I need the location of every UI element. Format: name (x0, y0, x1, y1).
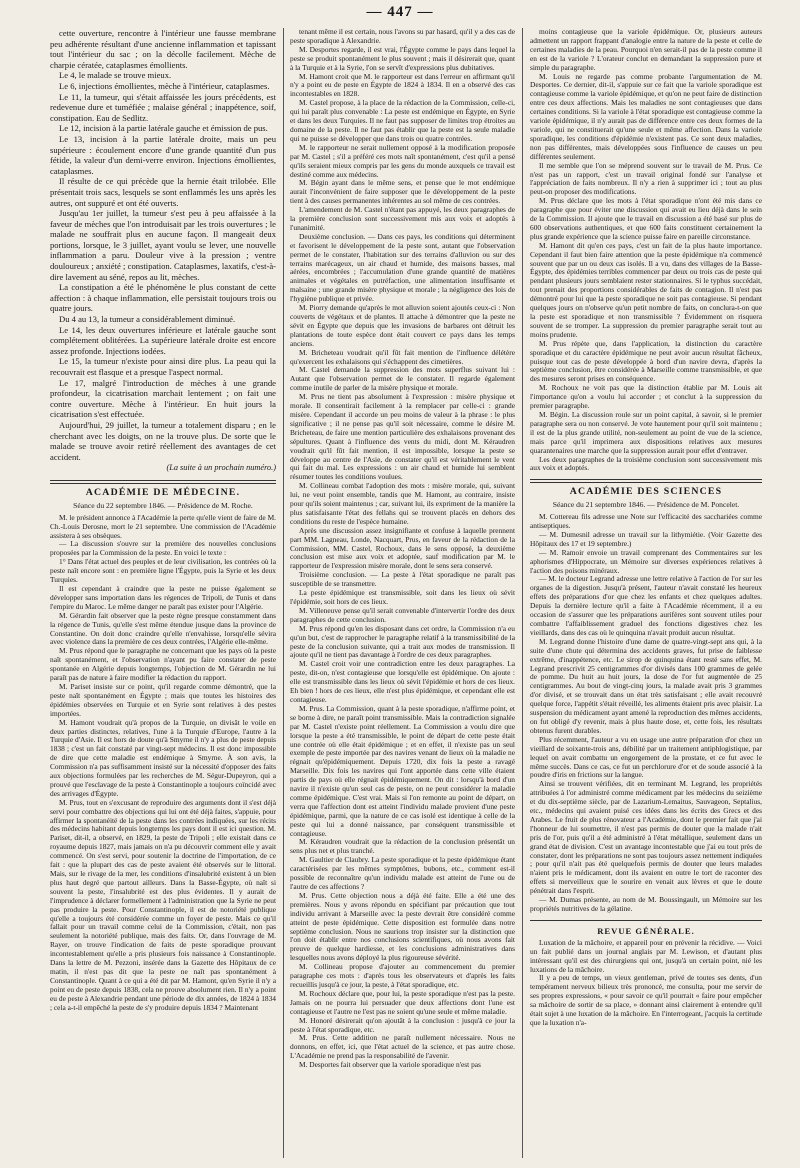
paragraph: Le 14, les deux ouvertures inférieure et latérale gauche sont complétement oblitérées. La supérieure latérale droite est encore assez profonde. Injections iodées. (50, 324, 276, 356)
section-title: REVUE GÉNÉRALE. (597, 925, 695, 936)
paragraph: M. Prus ne tient pas absolument à l'expression : misère physique et morale. Il consentirait facilement à la remplacer par celle-ci : grande misère. Cependant il accorde un peu moins de valeur à la phrase : le plus significative ; il ne pense pas qu'il soit nécessaire, comme le désire M. Bricheteau, de faire une mention particulière des exhalaisons provenant des sépultures. Quant à l'influence des vents du midi, dont M. Kéraudren voudrait qu'il fût fait mention, il est impossible, lorsque la peste se développe au centre de l'Asie, de constater qu'il est véritablement le vent qui fait du mal. Les expressions : un air chaud et humide lui semblent résumer toutes les conditions voulues. (290, 392, 515, 482)
paragraph: M. Prus déclare que les mots à l'état sporadique n'ont été mis dans ce paragraphe que pour éviter une discussion qui avait eu lieu déjà dans le sein de la Commission. Il ajoute que le travail en discussion a été basé sur plus de 600 observations authentiques, et que 600 faits constituent certainement la plus grande expérience que la science puisse faire en pareille circonstance. (530, 196, 762, 241)
paragraph: Ainsi se trouvent vérifiées, dit en terminant M. Legrand, les propriétés attribuées à l'or administré comme médicament par les médecins du seizième et du dix-septième siècle, par de Lazarium-Lemaitus, Sauvageon, Septalius, etc., médecins qui avaient puisé ces idées dans les écrits des Grecs et des Arabes. Le fruit de plus rénovateur a l'Académie, dont le premier fait que j'ai l'honneur de lui soumettre, il n'est pas permis de douter que la malade n'ait pris de l'or, puis qu'il a été administré à l'état métallique, seulement dans un grand état de division. C'est un avantage incontestable que j'ai eu tout près de constater, dont les préparations ne sont pas toujours assez nettement indiquées ; pour qu'il n'ait pas été quelquefois permis de douter que leurs malades n'aient pris le médicament, dont ils avaient en outre le tort de raconter des effets si merveilleux que le sourire en venait aux lèvres et que le doute pénétrait dans l'esprit. (530, 779, 762, 896)
paragraph: M. Rochoux déclare que, pour lui, la peste sporadique n'est pas la peste. Jamais on ne pourra lui persuader que deux affections dont l'une est contagieuse et l'autre ne l'est pas ne soient qu'une seule et même maladie. (290, 988, 515, 1016)
paragraph: M. Prus répète que, dans l'application, la distinction du caractère sporadique et du caractère épidémique ne peut avoir aucun résultat fâcheux, puisque tout cas de peste développée à bord d'un navire devra, d'après la septième conclusion, être considérée à Marseille comme transmissible, et que des mesures seront prises en conséquence. (530, 338, 762, 384)
to-be-continued-note: (La suite à un prochain numéro.) (166, 463, 276, 473)
column-divider-right (522, 28, 523, 1158)
section-divider (50, 483, 276, 484)
section-title: ACADÉMIE DES SCIENCES (569, 486, 723, 498)
paragraph: M. Prus répond que le paragraphe ne concernant que les pays où la peste naît spontanément, et l'observation n'ayant pu faire constater de peste spontanée en Algérie depuis longtemps, l'objection de M. Gérardin ne lui paraît pas de nature à faire modifier la rédaction du rapport. (50, 646, 276, 683)
paragraph: 1° Dans l'état actuel des peuples et de leur civilisation, les contrées où la peste naît encore sont : en première ligne l'Égypte, puis la Syrie et les deux Turquies. (50, 557, 276, 585)
paragraph: Aujourd'hui, 29 juillet, la tumeur a totalement disparu ; en le cherchant avec les doigts, on ne la trouve plus. De sorte que le malade se trouve avoir retiré réellement des avantages de cet accident. (50, 419, 276, 462)
paragraph: M. Castel croit voir une contradiction entre les deux paragraphes. La peste, dit-on, n'est contagieuse que lorsqu'elle est épidémique. On ajoute : elle est transmissible dans les lieux où sévit l'épidémie et hors de ces lieux. Eh bien ! hors de ces lieux, elle n'est plus épidémique, et cependant elle est contagieuse. (290, 659, 515, 704)
paragraph: M. Prus. Cette objection nous a déjà été faite. Elle a été une des premières. Nous y avons répondu en spécifiant par précaution que tout individu arrivant à Marseille avec la peste devrait être considéré comme atteint de peste épidémique. Cette disposition est formulée dans notre septième conclusion. Nous ne saurions trop insister sur la distinction que l'on doit établir entre nos conclusions scientifiques, où nous avons fait preuve de quelque hardiesse, et les conclusions administratives dans lesquelles nous avons déployé la plus rigoureuse sévérité. (290, 890, 515, 963)
paragraph: Luxation de la mâchoire, et appareil pour en prévenir la récidive. — Voici un fait publié dans un journal anglais par M. Lewison, et d'autant plus intéressant qu'il est des chirurgiens qui ont, jusqu'à un certain point, nié les luxations de la mâchoire. (530, 937, 762, 974)
paragraph: M. Bricheteau voudrait qu'il fût fait mention de l'influence délétère qu'exercent les exhalaisons qui s'échappent des cimetières. (290, 347, 515, 366)
paragraph: M. Bégin. La discussion roule sur un point capital, à savoir, si le premier paragraphe sera ou non conservé. Je vote hautement pour qu'il soit maintenu ; il est de la plus grande utilité, non-seulement au point de vue de la science, mais parce qu'il imprimera aux dispositions relatives aux mesures quarantenaires une marche que la suppression aurait pour effet d'entraver. (530, 409, 762, 455)
meeting-header: Séance du 22 septembre 1846. — Présidence de M. Roche. (73, 500, 253, 510)
paragraph: Du 4 au 13, la tumeur a considérablement diminué. (59, 314, 236, 325)
paragraph: M. Honoré désirerait qu'on ajoutât à la conclusion : jusqu'à ce jour la peste à l'état sporadique, etc. (290, 1015, 515, 1034)
paragraph: — M. Ramoir envoie un travail comprenant des Commentaires sur les aphorismes d'Hippocrate, un Mémoire sur diverses expériences relatives à l'action des poisons minéraux. (530, 547, 762, 575)
paragraph: — La discussion s'ouvre sur la première des nouvelles conclusions proposées par la Commission de la peste. En voici le texte : (50, 539, 276, 558)
paragraph: L'amendement de M. Castel n'étant pas appuyé, les deux paragraphes de la première conclusion sont successivement mis aux voix et adoptés à l'unanimité. (290, 205, 515, 232)
paragraph: M. Piorry demande qu'après le mot alluvion soient ajoutés ceux-ci : Non couverts de végétaux et de plantes. Il attache à démontrer que la peste ne sévit en Égypte que depuis que les invasions de barbares ont détruit les plantations de toute espèce dont était couvert ce pays dans les temps anciens. (290, 303, 515, 348)
section-divider (530, 920, 762, 921)
paragraph: Plus récemment, l'auteur a vu en usage une autre préparation d'or chez un vieillard de soixante-trois ans, débilité par un traitement antiphlogistique, par lequel on avait combattu un engorgement de la prostate, et ce fut avec le même succès. Dans ce cas, ce fut un perchlorure d'or et de soude associé à la poudre d'iris en frictions sur la langue. (530, 734, 762, 780)
paragraph: cette ouverture, rencontre à l'intérieur une fausse membrane peu adhérente résultant d'une ancienne inflammation et tapissant tout l'intérieur du sac ; on la décolle facilement. Mèche de charpie cératée, cataplasmes émollients. (50, 28, 276, 70)
column-divider-left (283, 28, 284, 1158)
paragraph: Le 12, incision à la partie latérale gauche et émission de pus. (59, 123, 268, 134)
section-title: ACADÉMIE DE MÉDECINE. (85, 486, 241, 498)
paragraph: M. le rapporteur ne serait nullement opposé à la modification proposée par M. Castel ; s'il a préféré ces mots naît spontanément, c'est qu'il a pensé qu'ils seraient mieux compris par les gens du monde auxquels ce travail est destiné comme aux médecins. (290, 142, 515, 179)
paragraph: M. Hamont dit qu'en ces pays, c'est un fait de la plus haute importance. Cependant il faut bien faire attention que la peste épidémique n'a commencé souvent que par un ou deux cas isolés. Il a vu, dans des villages de la Basse-Égypte, des épidémies terribles commencer par deux ou trois cas de peste qui pendant plusieurs jours semblaient rester stationnaires. Si le typhus succédait, tout prenait des proportions considérables de faits de contagion. Il n'est pas démontré pour lui que la peste sporadique ne soit pas contagieuse. Si pendant quelques jours on n'observe qu'un petit nombre de faits, on conclura-t-on que la peste est sporadique et non transmissible ? Évidemment on risquera souvent de se tromper. La suppression du premier paragraphe serait tout au moins prudente. (530, 240, 762, 339)
paragraph: M. Rochoux ne voit pas que la distinction établie par M. Louis ait l'importance qu'on a voulu lui accorder ; et conclut à la suppression du premier paragraphe. (530, 383, 762, 411)
paragraph: M. Collineau combat l'adoption des mots : misère morale, qui, suivant lui, ne veut point ensemble, tandis que M. Hamont, au contraire, insiste pour qu'ils soient maintenus ; car, suivant lui, ils expriment de la manière la plus satisfaisante l'état des fellahs qui se trouvent placés en dehors des conditions du reste de l'espèce humaine. (290, 481, 515, 526)
paragraph: M. Pariset insiste sur ce point, qu'il regarde comme démontré, que la peste naît spontanément en Égypte ; mais que toutes les histoires des épidémies observées en Turquie et en Syrie sont relatives à des pestes importées. (50, 681, 276, 718)
paragraph: M. Prus. La Commission, quant à la peste sporadique, n'affirme point, et se borne à dire, ne paraît point transmissible. Mais la contradiction signalée par M. Castel n'existe point réellement. La Commission a voulu dire que lorsque la peste a été transmissible, le point de départ de cette peste était une contrée où elle était épidémique ; et en effet, il n'existe pas un seul exemple de peste importée par des navires venant de lieux où la maladie ne régnait qu'épidémiquement. Depuis 1720, dix fois la peste a ravagé Marseille. Dix fois les navires qui l'ont apportée dans cette ville étaient partis de pays où elle régnait épidémiquement. On dit : lorsqu'à bord d'un navire il n'existe qu'un seul cas de peste, on ne peut considérer la maladie comme épidémique. C'est vrai. Mais si l'on remonte au point de départ, on verra que l'affection dont est atteint l'individu malade provient d'une peste épidémique, parmi, que la nature de ce cas isolé est identique à celle de la peste qui lui a donné naissance, par conséquent transmissible et contagieuse. (290, 703, 515, 838)
paragraph: M. Desportes fait observer que la variole sporadique n'est pas (299, 1060, 481, 1070)
column-middle (290, 28, 515, 1158)
paragraph: M. Louis ne regarde pas comme probante l'argumentation de M. Desportes. Ce dernier, dit-il, s'appuie sur ce fait que la variole sporadique est contagieuse comme la variole épidémique, et qu'on ne peut faire de distinction entre ces deux affections. Mais les maladies ne sont contagieuses que dans certaines conditions. Si la variole à l'état sporadique est contagieuse comme la variole épidémique, il n'y aurait pas de différence entre ces deux formes de la variole, qui ne constituerait qu'une seule et même affection. Dans la variole sporadique, les conditions d'épidémie n'existent pas. Ce sont deux maladies, non pas différentes, mais développées sous l'influence de causes un peu différentes seulement. (530, 71, 762, 161)
meeting-header: Séance du 21 septembre 1846. — Présidence de M. Poncelet. (552, 500, 740, 510)
page-number: — 447 — (366, 4, 434, 20)
paragraph: Il me semble que l'on se méprend souvent sur le travail de M. Prus. Ce n'est pas un rapport, c'est un travail original fondé sur l'analyse et l'appréciation de faits nombreux. Il n'y a rien à supprimer ici ; tout au plus peut-on proposer des modifications. (530, 160, 762, 197)
paragraph: Il est cependant à craindre que la peste ne puisse également se développer sans importation dans les régences de Tripoli, de Tunis et dans l'empire du Maroc. Le même danger ne paraît pas exister pour l'Algérie. (50, 584, 276, 611)
paragraph: La peste épidémique est transmissible, soit dans les lieux où sévit l'épidémie, soit hors de ces lieux. (290, 588, 515, 606)
paragraph: Le 13, incision à la partie latérale droite, mais un peu supérieure : écoulement encore d'une grande quantité d'un pus fétide, la valeur d'un demi-verre environ. Injections émollientes, cataplasmes. (50, 133, 276, 176)
paragraph: M. Castel propose, à la place de la rédaction de la Commission, celle-ci, qui lui paraît plus convenable : La peste est endémique en Égypte, en Syrie et dans les deux Turquies. Il ne faut pas supposer de limites trop étroites au domaine de la peste. Il ne faut pas établir que la peste est la seule maladie qui ne puisse se développer que dans trois ou quatre contrées. (290, 98, 515, 143)
paragraph: M. Prus, tout en s'excusant de reproduire des arguments dont il s'est déjà servi pour combattre des objections qui lui ont été déjà faites, s'appuie, pour affirmer la spontanéité de la peste dans les contrées indiquées, sur les récits des médecins habitant depuis longtemps les pays dont il est ici question. M. Pariset, dit-il, a observé, en 1829, la peste de Tripoli ; elle existait dans ce royaume depuis 1827, mais jamais on n'a pu découvrir comment elle y avait commencé. On s'est servi, pour soutenir la doctrine de l'importation, de ce fait : que la plupart des cas de peste avaient été observés sur le littoral. Mais, sur le rivage de la mer, les conditions d'insalubrité existent à un bien plus haut degré que partout ailleurs. Dans la Basse-Égypte, où naît si souvent la peste, l'insalubrité est des plus évidentes. Il y aurait de l'imprudence à déclarer formellement à l'administration que la Syrie ne peut pas produire la peste. Pour Constantinople, il est de notoriété publique qu'elle a toujours été considérée comme un foyer de peste. Mais ce qu'il fallait pour un travail comme celui de la Commission, c'était, non pas seulement la notoriété publique, mais des faits. Or, dans l'ouvrage de M. Rayer, on trouve l'indication de faits de peste sporadique prouvant incontestablement qu'elle a pris plusieurs fois naissance à Constantinople. Dans la lettre de M. Pezzoni, insérée dans la Gazette des Hôpitaux de ce matin, il n'est pas dit que la peste ne naît pas spontanément à Constantinople. Quant à ce qui a été dit par M. Hamont, qu'en Syrie il n'y a point eu de peste depuis 1838, cela ne prouve absolument rien. Il n'y a point eu de peste à Alexandrie pendant une période de dix années, de 1824 à 1834 ; cela a-t-il empêché la peste de s'y produire depuis 1834 ? Maintenant (50, 797, 276, 1012)
paragraph: Deuxième conclusion. — Dans ces pays, les conditions qui déterminent et favorisent le développement de la peste sont, autant que l'observation permet de le constater, l'habitation sur des terrains d'alluvion ou sur des terrains marécageux, un air chaud et humide, des maisons basses, mal aérées, encombrées ; l'accumulation d'une grande quantité de matières animales et végétales en putréfaction, une alimentation insuffisante et malsaine ; une grande misère physique et morale ; la négligence des lois de l'hygiène publique et privée. (290, 231, 515, 304)
column-left (50, 28, 276, 1158)
paragraph: M. Gaultier de Claubry. La peste sporadique et la peste épidémique étant caractérisées par les mêmes symptômes, bubons, etc., comment est-il possible de reconnaître qu'un individu malade est atteint de l'une ou de l'autre de ces affections ? (290, 855, 515, 891)
paragraph: M. Desportes regarde, il est vrai, l'Égypte comme le pays dans lequel la peste se produit spontanément le plus souvent ; mais il désirerait que, quant à la Turquie et à la Syrie, l'on se servît d'expressions plus dubitatives. (290, 44, 515, 72)
paragraph: M. Bégin ayant dans le même sens, et pense que le mot endémique aurait l'inconvénient de faire supposer que le développement de la peste tient à des causes permanentes inhérentes au sol même de ces contrées. (290, 178, 515, 206)
paragraph: M. Hamont voudrait qu'à propos de la Turquie, on divisât le voile en deux parties distinctes, relatives, l'une à la Turquie d'Europe, l'autre à la Turquie d'Asie. Il est hors de doute qu'à Smyrne il n'y a plus de peste depuis 1838 ; c'est un fait constaté par vingt-sept médecins. Il est donc impossible de dire que cette maladie est endémique à Smyrne. À son avis, la Commission n'a pas suffisamment insisté sur la nécessité d'opposer des faits aux objections formulées par les recherches de M. Ségur-Dupeyron, qui a prouvé que l'esclavage de la peste à Constantinople a toujours coïncidé avec des arrivages d'Égypte. (50, 717, 276, 798)
paragraph: moins contagieuse que la variole épidémique. Or, plusieurs auteurs admettent un rapport frappant d'analogie entre la nature de la peste et celle de certaines maladies de la peau. Pourquoi n'en serait-il pas de la peste comme il en est de la variole ? L'orateur conclut en demandant la suppression pure et simple du paragraphe. (530, 28, 762, 72)
paragraph: — M. Dumas présente, au nom de M. Boussingault, un Mémoire sur les propriétés nutritives de la gélatine. (530, 895, 762, 913)
paragraph: M. Legrand donne l'histoire d'une dame de quatre-vingt-sept ans qui, à la suite d'une chute qui détermina des accidents graves, fut prise de faiblesse extrême, d'inappétence, etc. Le sirop de quinquina étant resté sans effet, M. Legrand prescrivit 25 centigrammes d'or divisés dans 100 grammes de gelée de pomme. Du huit au huit jours, la dose de l'or fut augmentée de 25 centigrammes. Au bout de vingt-cinq jours, la malade avait pris 3 grammes d'or divisé, et se trouvait dans un état très satisfaisant ; elle avait recouvré quelque force, l'appétit s'était réveillé, les aliments étaient pris avec plaisir. La suspension du médicament ayant amené la reproduction des mêmes accidents, on fut obligé d'y revenir, mais à plus haute dose, et, cette fois, les résultats obtenus furent durables. (530, 636, 762, 735)
paragraph: M. Villeneuve pense qu'il serait convenable d'intervertir l'ordre des deux paragraphes de cette conclusion. (290, 605, 515, 624)
paragraph: M. Castel demande la suppression des mots superflus suivant lui : Autant que l'observation permet de le constater. Il regarde également comme inutile de parler de la misère physique et morale. (290, 365, 515, 393)
paragraph: Le 15, la tumeur n'existe pour ainsi dire plus. La peau qui la recouvrait est flasque et a presque l'aspect normal. (50, 356, 276, 377)
paragraph: Le 6, injections émollientes, mèche à l'intérieur, cataplasmes. (59, 80, 270, 91)
paragraph: M. Prus. Cette addition ne paraît nullement nécessaire. Nous ne donnons, en effet, ici, que l'état actuel de la science, et pas autre chose. L'Académie ne prend pas la responsabilité de l'avenir. (290, 1033, 515, 1061)
paragraph: M. Cottereau fils adresse une Note sur l'efficacité des sacchariées comme antiseptiques. (530, 512, 762, 531)
section-divider (50, 480, 276, 481)
column-right (530, 28, 762, 1158)
paragraph: Les deux paragraphes de la troisième conclusion sont successivement mis aux voix et adoptés. (530, 454, 762, 473)
paragraph: Le 11, la tumeur, qui s'était affaissée les jours précédents, est redevenue dure et tuméfiée ; malaise général ; inappétence, soif, constipation. Eau de Sedlitz. (50, 91, 276, 123)
paragraph: M. Prus répond qu'en les disposant dans cet ordre, la Commission n'a eu qu'un but, c'est de rapprocher le paragraphe relatif à la transmissibilité de la peste de la conclusion suivante, qui a trait aux modes de transmission. Il ajoute qu'il ne tient pas davantage à l'ordre de ces deux paragraphes. (290, 623, 515, 660)
paragraph: Le 17, malgré l'introduction de mèches à une grande profondeur, la cicatrisation marchait lentement ; on fait une contre ouverture. Mèche à l'intérieur. En huit jours la cicatrisation s'est effectuée. (50, 377, 276, 420)
paragraph: tenant même il est certain, nous l'avons su par hasard, qu'il y a des cas de peste sporadique à Alexandrie. (290, 28, 515, 45)
paragraph: M. Kéraudren voudrait que la rédaction de la conclusion présentât un sens plus net et plus tranché. (290, 837, 515, 856)
paragraph: Le 4, le malade se trouve mieux. (59, 70, 172, 81)
paragraph: M. Hamont croit que M. le rapporteur est dans l'erreur en affirmant qu'il n'y a point eu de peste en Égypte de 1824 à 1834. Il en a observé des cas incontestables en 1828. (290, 71, 515, 99)
paragraph: Après une discussion assez insignifiante et confuse à laquelle prennent part MM. Lagneau, Londe, Nacquart, Prus, en faveur de la rédaction de la Commission, MM. Castel, Rochoux, dans le sens opposé, la deuxième conclusion est mise aux voix et adoptée, sauf modification par M. le rapporteur de l'expression misère morale, dont le sens sera conservé. (290, 525, 515, 571)
paragraph: — M. le docteur Legrand adresse une lettre relative à l'action de l'or sur les organes de la digestion. Jusqu'à présent, l'auteur n'avait constaté les heureux effets des préparations d'or que chez les enfants et chez quelques adultes. Depuis la dernière lecture qu'il a faite à l'Académie récemment, il a eu occasion de s'assurer que les préparations aurifères sont souvent utiles pour combattre l'affaiblissement graduel des fonctions digestives chez les vieillards, dans des cas où le quinquina n'avait produit aucun résultat. (530, 574, 762, 637)
paragraph: M. Collineau propose d'ajouter au commencement du premier paragraphe ces mots : d'après tous les observateurs et d'après les faits recueillis jusqu'à ce jour, la peste, à l'état sporadique, etc. (290, 962, 515, 989)
paragraph: — M. Dumesnil adresse un travail sur la lithymiétie. (Voir Gazette des Hôpitaux des 17 et 19 septembre.) (530, 529, 762, 548)
section-divider (530, 482, 762, 483)
paragraph: Il y a peu de temps, un vieux gentleman, privé de toutes ses dents, d'un tempérament nerveux bilieux très prononcé, me consulta, pour me servir de ses propres expressions, « pour savoir ce qu'il pourrait « faire pour empêcher sa mâchoire de sortir de sa place, » donnant ainsi clairement à entendre qu'il était sujet à une luxation de la mâchoire. En l'interrogeant, j'acquis la certitude que la luxation n'a- (530, 973, 762, 1027)
paragraph: La constipation a été le phénomène le plus constant de cette affection : à chaque inflammation, elle persistait toujours trois ou quatre jours. (50, 282, 276, 314)
paragraph: M. Gérardin fait observer que la peste règne presque constamment dans la régence de Tunis, qu'elle s'est même étendue jusque dans la province de Constantine. On doit donc craindre qu'elle n'envahisse, lorsqu'elle sévira avec violence dans la première de ces deux contrées, l'Algérie elle-même. (50, 610, 276, 647)
paragraph: Jusqu'au 1er juillet, la tumeur s'est peu à peu affaissée à la faveur de mèches que l'on introduisait par les trois ouvertures ; le malade ne souffrait plus en aucune façon. Il mangeait deux portions, lorsque, le 3 juillet, ayant voulu se lever, une nouvelle inflammation a paru. Douleur vive à la pression ; ventre douloureux ; anxiété ; constipation. Cataplasmes, laxatifs, c'est-à-dire lavement au séné, repos au lit, mèches. (50, 208, 276, 282)
paragraph: Troisième conclusion. — La peste à l'état sporadique ne paraît pas susceptible de se transmettre. (290, 570, 515, 589)
section-divider (530, 479, 762, 480)
paragraph: Il résulte de ce qui précède que la hernie était trilobée. Elle présentait trois sacs, lesquels se sont enflammés les uns après les autres, ont suppuré et ont été ouverts. (50, 176, 276, 208)
case-report-continued (50, 28, 276, 474)
paragraph: M. le président annonce à l'Académie la perte qu'elle vient de faire de M. Ch.-Louis Derosne, mort le 21 septembre. Une commission de l'Académie assistera à ses obsèques. (50, 512, 276, 540)
